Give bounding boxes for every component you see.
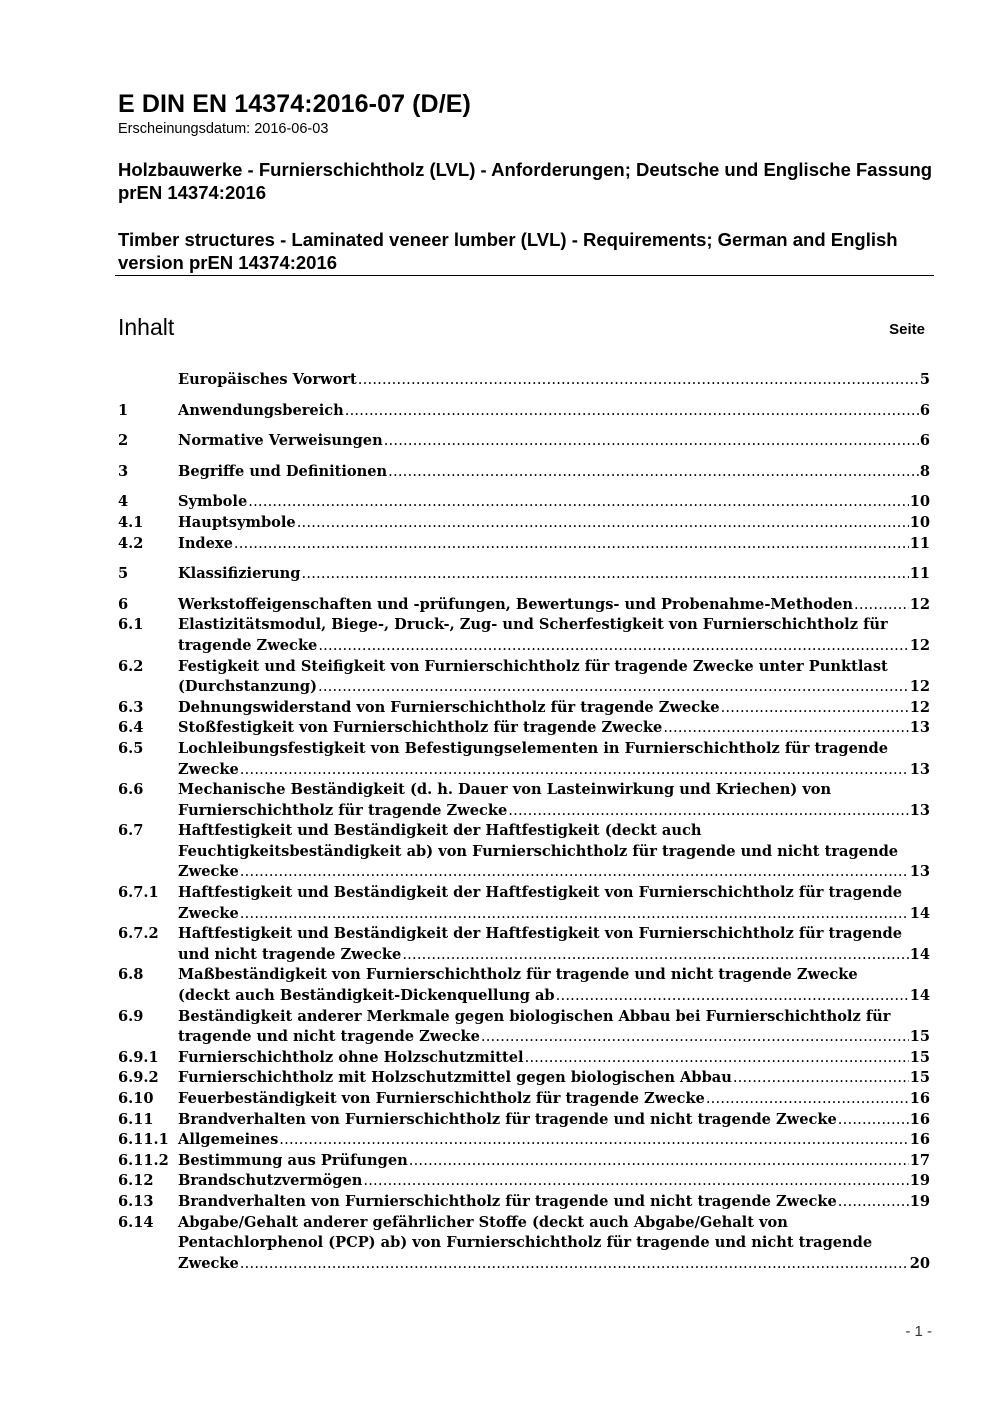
toc-entry-title-line: Dehnungswiderstand von Furnierschichtholz für tragende Zwecke xyxy=(178,698,720,716)
toc-entry[interactable] xyxy=(118,401,930,422)
toc-entry-page: 13 xyxy=(909,760,930,778)
toc-entry-page: 20 xyxy=(909,1254,930,1272)
toc-entry-page: 19 xyxy=(909,1192,930,1210)
toc-dot-leader xyxy=(318,636,908,657)
toc-dot-leader xyxy=(240,862,909,883)
toc-entry-number: 6.1 xyxy=(118,616,144,634)
toc-entry-title-line: Brandverhalten von Furnierschichtholz für tragende und nicht tragende Zwecke xyxy=(178,1192,837,1210)
toc-entry-number: 6 xyxy=(118,595,129,613)
toc-entry[interactable] xyxy=(118,615,930,656)
toc-entry-title-line: und nicht tragende Zwecke xyxy=(178,945,402,963)
toc-entry[interactable] xyxy=(118,739,930,780)
toc-entry-page: 13 xyxy=(909,719,930,737)
publication-date: Erscheinungsdatum: 2016-06-03 xyxy=(118,121,329,137)
toc-dot-leader xyxy=(279,1130,908,1151)
toc-entry-title-line: Beständigkeit anderer Merkmale gegen biologischen Abbau bei Furnierschichtholz für xyxy=(178,1007,891,1025)
toc-entry-number: 6.3 xyxy=(118,698,144,716)
toc-entry-page: 14 xyxy=(909,987,930,1005)
toc-entry-title-line: Zwecke xyxy=(178,863,239,881)
toc-dot-leader xyxy=(721,698,909,719)
toc-entry-title-line: (Durchstanzung) xyxy=(178,678,317,696)
toc-entry-page: 13 xyxy=(909,863,930,881)
toc-entry-number: 6.9.2 xyxy=(118,1069,159,1087)
title-english: Timber structures - Laminated veneer lumber (LVL) - Requirements; German and English version prEN 14374:2016 xyxy=(118,229,898,273)
toc-entry-page: 15 xyxy=(909,1028,930,1046)
toc-entry-title-line: Mechanische Beständigkeit (d. h. Dauer von Lasteinwirkung und Kriechen) von xyxy=(178,781,832,799)
toc-entry-title-line: Abgabe/Gehalt anderer gefährlicher Stoffe (deckt auch Abgabe/Gehalt von xyxy=(178,1213,788,1231)
toc-entry-title-line: Haftfestigkeit und Beständigkeit der Haftfestigkeit von Furnierschichtholz für tragende xyxy=(178,884,903,902)
toc-entry-page: 19 xyxy=(909,1172,930,1190)
toc-dot-leader xyxy=(838,1110,909,1131)
toc-entry-number: 6.11 xyxy=(118,1110,154,1128)
toc-entry-page: 15 xyxy=(909,1048,930,1066)
toc-entry-page: 17 xyxy=(909,1151,930,1169)
toc-entry-number: 6.11.2 xyxy=(118,1151,169,1169)
toc-entry[interactable] xyxy=(118,718,930,739)
toc-entry-number: 4.1 xyxy=(118,513,144,531)
toc-dot-leader xyxy=(733,1068,909,1089)
toc-entry-number: 6.7.1 xyxy=(118,884,159,902)
toc-dot-leader xyxy=(240,1254,909,1275)
toc-dot-leader xyxy=(302,564,909,585)
toc-entry-page: 13 xyxy=(909,801,930,819)
toc-entry-title-line: Zwecke xyxy=(178,760,239,778)
toc-entry[interactable] xyxy=(118,595,930,616)
toc-entry[interactable] xyxy=(118,564,930,585)
toc-entry-title-line: Haftfestigkeit und Beständigkeit der Haftfestigkeit (deckt auch xyxy=(178,822,702,840)
toc-entry-title-line: Furnierschichtholz mit Holzschutzmittel gegen biologischen Abbau xyxy=(178,1069,732,1087)
toc-entry[interactable] xyxy=(118,883,930,924)
toc-entry[interactable] xyxy=(118,780,930,821)
toc-entry-number: 6.7 xyxy=(118,822,144,840)
toc-entry[interactable] xyxy=(118,534,930,555)
toc-entry-page: 10 xyxy=(909,513,930,531)
toc-entry-title-line: Indexe xyxy=(178,534,233,552)
toc-entry[interactable] xyxy=(118,821,930,883)
toc-entry[interactable] xyxy=(118,513,930,534)
toc-entry-title-line: Brandschutzvermögen xyxy=(178,1172,363,1190)
toc-entry-number: 6.9.1 xyxy=(118,1048,159,1066)
toc-entry[interactable] xyxy=(118,698,930,719)
toc-entry[interactable] xyxy=(118,1110,930,1131)
toc-entry-title-line: tragende Zwecke xyxy=(178,636,318,654)
toc-entry[interactable] xyxy=(118,431,930,452)
toc-dot-leader xyxy=(706,1089,909,1110)
toc-entry-number: 4.2 xyxy=(118,534,144,552)
toc-entry-page: 16 xyxy=(909,1110,930,1128)
toc-entry-title-line: Anwendungsbereich xyxy=(178,401,344,419)
toc-dot-leader xyxy=(508,801,908,822)
toc-entry-number: 6.7.2 xyxy=(118,925,159,943)
toc-entry[interactable] xyxy=(118,965,930,1006)
toc-entry-title-line: Feuerbeständigkeit von Furnierschichtholz für tragende Zwecke xyxy=(178,1090,705,1107)
toc-entry-title-line: Klassifizierung xyxy=(178,565,301,583)
header-divider xyxy=(115,275,934,276)
toc-entry-title-line: Werkstoffeigenschaften und -prüfungen, Bewertungs- und Probenahme-Methoden xyxy=(178,595,854,613)
toc-entry-title-line: Festigkeit und Steifigkeit von Furnierschichtholz für tragende Zwecke unter Punktlast xyxy=(178,657,888,675)
toc-entry-title-line: (deckt auch Beständigkeit-Dickenquellung ab xyxy=(178,987,555,1005)
table-of-contents xyxy=(118,370,930,1274)
toc-dot-leader xyxy=(388,462,919,483)
toc-entry[interactable] xyxy=(118,1151,930,1172)
toc-entry-title-line: Zwecke xyxy=(178,1254,239,1272)
toc-entry-number: 6.13 xyxy=(118,1192,154,1210)
toc-entry-title-line: Allgemeines xyxy=(178,1131,279,1149)
toc-dot-leader xyxy=(838,1192,909,1213)
toc-entry-number: 6.4 xyxy=(118,719,144,737)
toc-entry-page: 16 xyxy=(909,1090,930,1107)
toc-entry-title-line: Symbole xyxy=(178,493,248,511)
toc-entry-title-line: Furnierschichtholz ohne Holzschutzmittel xyxy=(178,1048,524,1066)
toc-entry-title-line: Haftfestigkeit und Beständigkeit der Haftfestigkeit von Furnierschichtholz für tragende xyxy=(178,925,903,943)
toc-entry[interactable] xyxy=(118,924,930,965)
toc-dot-leader xyxy=(240,904,909,925)
toc-entry-title-line: Hauptsymbole xyxy=(178,513,296,531)
title-german: Holzbauwerke - Furnierschichtholz (LVL) - Anforderungen; Deutsche und Englische Fassung prEN 14374:2016 xyxy=(118,159,933,203)
toc-entry-title-line: tragende und nicht tragende Zwecke xyxy=(178,1028,480,1046)
toc-entry-title-line: Pentachlorphenol (PCP) ab) von Furnierschichtholz für tragende und nicht tragende xyxy=(178,1234,873,1252)
toc-entry-title-line: Zwecke xyxy=(178,904,239,922)
toc-dot-leader xyxy=(234,534,909,555)
toc-entry[interactable] xyxy=(118,1048,930,1069)
toc-entry-page: 12 xyxy=(909,595,930,613)
toc-entry-number: 1 xyxy=(118,401,129,419)
toc-dot-leader xyxy=(384,431,919,452)
toc-dot-leader xyxy=(248,492,908,513)
toc-entry-page: 10 xyxy=(909,493,930,511)
toc-entry-number: 6.5 xyxy=(118,739,144,757)
toc-entry-title-line: Brandverhalten von Furnierschichtholz für tragende und nicht tragende Zwecke xyxy=(178,1110,837,1128)
toc-entry-page: 15 xyxy=(909,1069,930,1087)
toc-entry[interactable] xyxy=(118,1068,930,1089)
toc-entry-title-line: Elastizitätsmodul, Biege-, Druck-, Zug- und Scherfestigkeit von Furnierschichtholz für xyxy=(178,616,888,634)
toc-entry-page: 6 xyxy=(919,401,930,419)
toc-entry-page: 12 xyxy=(909,636,930,654)
toc-entry-page: 16 xyxy=(909,1131,930,1149)
toc-entry-page: 11 xyxy=(909,534,930,552)
toc-entry-number: 3 xyxy=(118,462,129,480)
toc-entry-number: 2 xyxy=(118,432,129,450)
toc-entry-title-line: Europäisches Vorwort xyxy=(178,371,357,388)
toc-dot-leader xyxy=(409,1151,909,1172)
toc-entry[interactable] xyxy=(118,657,930,698)
toc-entry-title-line: Furnierschichtholz für tragende Zwecke xyxy=(178,801,508,819)
toc-entry[interactable] xyxy=(118,462,930,483)
toc-entry[interactable] xyxy=(118,1089,930,1110)
toc-entry-page: 11 xyxy=(909,565,930,583)
toc-dot-leader xyxy=(345,401,919,422)
toc-entry-title-line: Lochleibungsfestigkeit von Befestigungselementen in Furnierschichtholz für tragende xyxy=(178,739,888,757)
toc-entry-number xyxy=(118,370,178,391)
document-id: E DIN EN 14374:2016-07 (D/E) xyxy=(118,90,471,118)
toc-entry-number: 4 xyxy=(118,493,129,511)
toc-entry-title-line: Feuchtigkeitsbeständigkeit ab) von Furnierschichtholz für tragende und nicht tragende xyxy=(178,842,899,860)
toc-entry-page: 12 xyxy=(909,698,930,716)
toc-entry-page: 5 xyxy=(919,371,930,388)
toc-entry-number: 6.11.1 xyxy=(118,1131,169,1149)
toc-dot-leader xyxy=(854,595,909,616)
toc-entry-title-line: Normative Verweisungen xyxy=(178,432,383,450)
toc-dot-leader xyxy=(481,1027,909,1048)
toc-dot-leader xyxy=(358,370,919,391)
toc-entry-number: 5 xyxy=(118,565,129,583)
toc-entry[interactable] xyxy=(118,370,930,391)
toc-entry-page: 8 xyxy=(919,462,930,480)
toc-dot-leader xyxy=(240,760,909,781)
toc-entry[interactable] xyxy=(118,1213,930,1275)
toc-entry-number: 6.10 xyxy=(118,1090,154,1107)
toc-entry[interactable] xyxy=(118,1130,930,1151)
toc-entry[interactable] xyxy=(118,1007,930,1048)
toc-heading: Inhalt xyxy=(118,314,175,340)
toc-dot-leader xyxy=(556,986,909,1007)
toc-dot-leader xyxy=(402,945,908,966)
toc-dot-leader xyxy=(525,1048,909,1069)
toc-entry-number: 6.12 xyxy=(118,1172,154,1190)
toc-dot-leader xyxy=(297,513,909,534)
toc-entry[interactable] xyxy=(118,492,930,513)
toc-entry-number: 6.6 xyxy=(118,781,144,799)
page-number: - 1 - xyxy=(905,1323,932,1340)
toc-entry-page: 14 xyxy=(909,945,930,963)
toc-entry-number: 6.8 xyxy=(118,966,144,984)
toc-entry-page: 14 xyxy=(909,904,930,922)
toc-entry-title-line: Maßbeständigkeit von Furnierschichtholz für tragende und nicht tragende Zwecke xyxy=(178,966,858,984)
toc-entry-page: 12 xyxy=(909,678,930,696)
toc-entry-title-line: Bestimmung aus Prüfungen xyxy=(178,1151,408,1169)
toc-entry[interactable] xyxy=(118,1171,930,1192)
toc-entry-number: 6.14 xyxy=(118,1213,154,1231)
toc-entry-title-line: Begriffe und Definitionen xyxy=(178,462,388,480)
toc-entry-page: 6 xyxy=(919,432,930,450)
toc-dot-leader xyxy=(318,677,909,698)
toc-page-column-label: Seite xyxy=(889,321,925,338)
toc-entry-number: 6.2 xyxy=(118,657,144,675)
toc-entry-title-line: Stoßfestigkeit von Furnierschichtholz für tragende Zwecke xyxy=(178,719,663,737)
toc-dot-leader xyxy=(363,1171,908,1192)
toc-dot-leader xyxy=(663,718,908,739)
toc-entry-number: 6.9 xyxy=(118,1007,144,1025)
toc-entry[interactable] xyxy=(118,1192,930,1213)
